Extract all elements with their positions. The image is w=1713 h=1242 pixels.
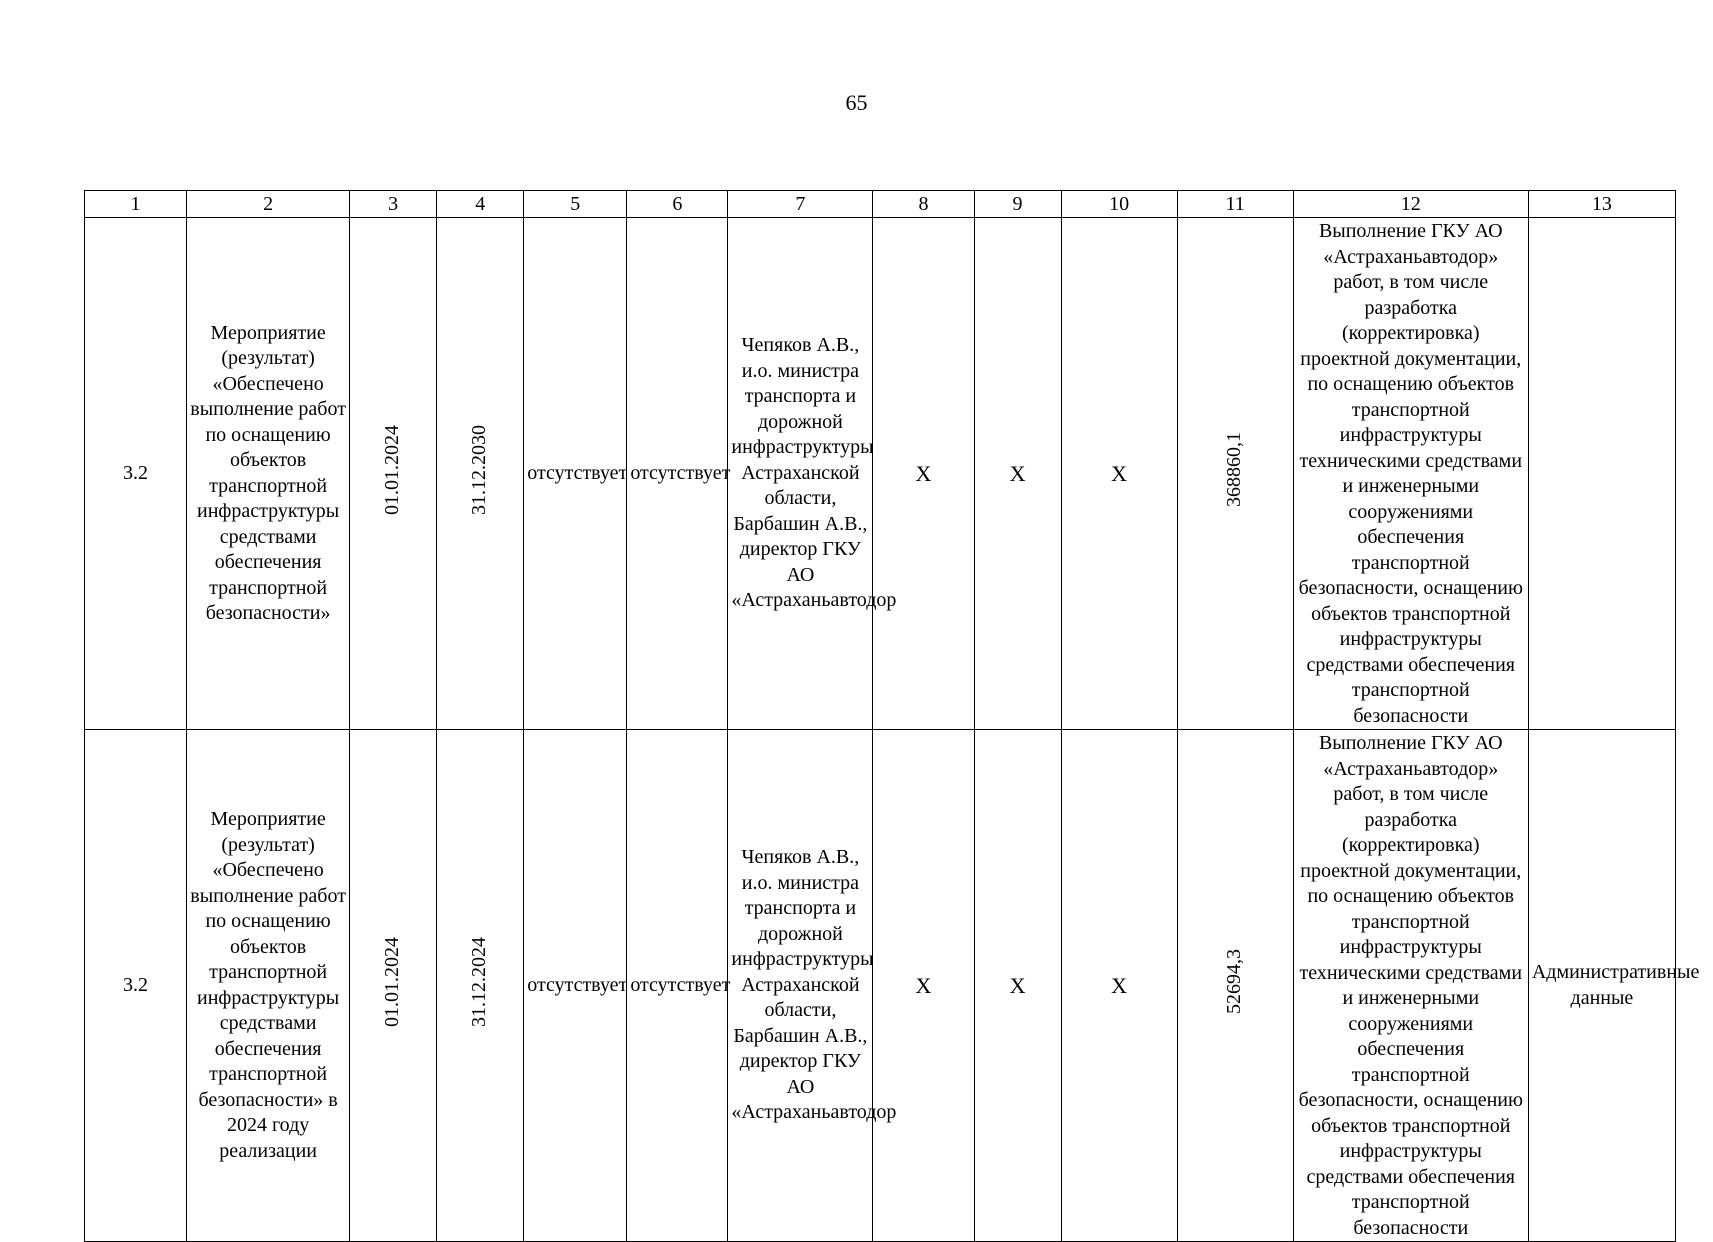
col5-value: отсутствует	[524, 730, 627, 1242]
col8-mark: Х	[873, 730, 974, 1242]
col9-mark: Х	[974, 730, 1061, 1242]
end-date	[437, 218, 524, 730]
col-header: 4	[437, 191, 524, 218]
col-header: 12	[1293, 191, 1528, 218]
table-row	[85, 218, 1676, 730]
col5-value: отсутствует	[524, 218, 627, 730]
col8-mark: Х	[873, 218, 974, 730]
result-description: Выполнение ГКУ АО «Астраханьавтодор» работ, в том числе разработка (корректировка) проектной документации, по оснащению объектов транспортной инфраструктуры техническими средствами и инженерными сооружениями обеспечения транспортной безопасности, оснащению объектов транспортной инфраструктуры средствами обеспечения транспортной безопасности	[1293, 218, 1528, 730]
col-header: 5	[524, 191, 627, 218]
end-date	[437, 730, 524, 1242]
amount-text: 368860,1	[1223, 432, 1246, 508]
amount-text: 52694,3	[1223, 949, 1246, 1015]
result-description: Выполнение ГКУ АО «Астраханьавтодор» работ, в том числе разработка (корректировка) проектной документации, по оснащению объектов транспортной инфраструктуры техническими средствами и инженерными сооружениями обеспечения транспортной безопасности, оснащению объектов транспортной инфраструктуры средствами обеспечения транспортной безопасности	[1293, 730, 1528, 1242]
col-header: 11	[1177, 191, 1293, 218]
col-header: 6	[627, 191, 728, 218]
amount	[1177, 218, 1293, 730]
col6-value: отсутствует	[627, 218, 728, 730]
start-date-text: 01.01.2024	[381, 424, 404, 515]
end-date-text: 31.12.2030	[468, 424, 491, 515]
responsible-persons: Чепяков А.В., и.о. министра транспорта и дорожной инфраструктуры Астраханской области, Барбашин А.В., директор ГКУ АО «Астраханьавтодор	[728, 730, 873, 1242]
amount	[1177, 730, 1293, 1242]
col-header: 10	[1061, 191, 1177, 218]
col-header: 7	[728, 191, 873, 218]
page-number: 65	[845, 90, 868, 115]
col-header: 13	[1528, 191, 1675, 218]
col-header: 2	[187, 191, 350, 218]
col10-mark: Х	[1061, 730, 1177, 1242]
col6-value: отсутствует	[627, 730, 728, 1242]
end-date-text: 31.12.2024	[468, 936, 491, 1027]
activities-table	[84, 190, 1700, 1242]
header-row	[85, 191, 1676, 218]
start-date	[350, 218, 437, 730]
col-header: 3	[350, 191, 437, 218]
row-number: 3.2	[85, 218, 187, 730]
responsible-persons: Чепяков А.В., и.о. министра транспорта и дорожной инфраструктуры Астраханской области, Барбашин А.В., директор ГКУ АО «Астраханьавтодор	[728, 218, 873, 730]
table-row	[85, 730, 1676, 1242]
activity-name: Мероприятие (результат) «Обеспечено выполнение работ по оснащению объектов транспортной инфраструктуры средствами обеспечения транспортной безопасности»	[187, 218, 350, 730]
data-source: Административные данные	[1528, 730, 1675, 1242]
start-date	[350, 730, 437, 1242]
activity-name: Мероприятие (результат) «Обеспечено выполнение работ по оснащению объектов транспортной инфраструктуры средствами обеспечения транспортной безопасности» в 2024 году реализации	[187, 730, 350, 1242]
data-source	[1528, 218, 1675, 730]
col-header: 8	[873, 191, 974, 218]
col-header: 9	[974, 191, 1061, 218]
col-header: 1	[85, 191, 187, 218]
start-date-text: 01.01.2024	[381, 936, 404, 1027]
row-number: 3.2	[85, 730, 187, 1242]
col10-mark: Х	[1061, 218, 1177, 730]
col9-mark: Х	[974, 218, 1061, 730]
